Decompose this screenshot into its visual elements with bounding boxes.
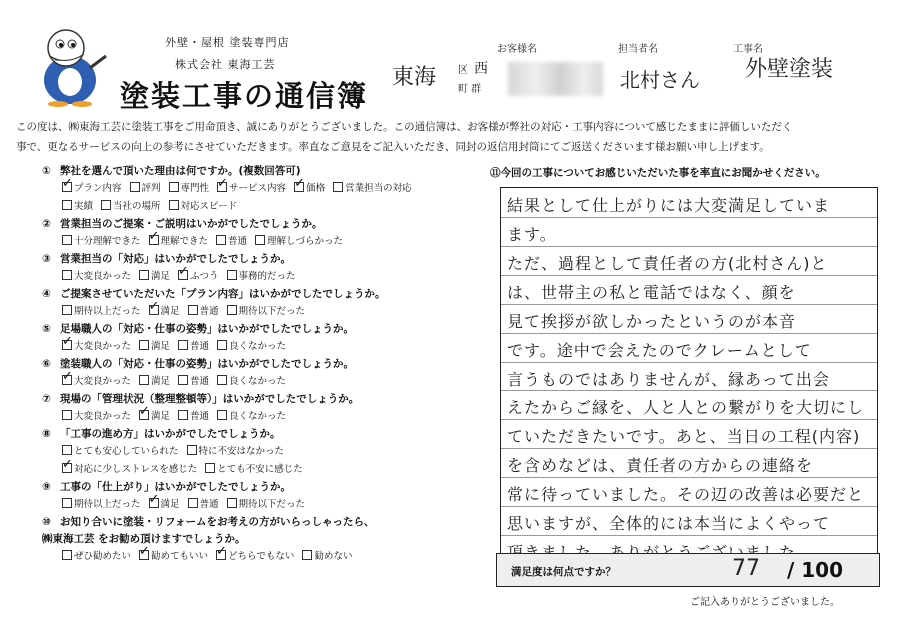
question-label: 工事の「仕上がり」はいかがでしたでしょうか。 (60, 481, 291, 493)
ruled-line (501, 362, 877, 363)
ruled-line (501, 535, 877, 536)
checkbox-icon[interactable] (227, 305, 237, 315)
option-row (42, 461, 462, 479)
option-label: 勧めてもいい (151, 551, 209, 562)
question-text (42, 391, 462, 408)
question-label: 弊社を選んで頂いた理由は何ですか。(複数回答可) (60, 165, 301, 177)
checked-checkbox-icon[interactable] (139, 550, 149, 560)
question-number: ⑤ (42, 323, 51, 335)
question-label: ご提案させていただいた「プラン内容」はいかがでしたでしょうか。 (60, 288, 386, 300)
option-item[interactable] (255, 233, 343, 251)
ruled-line (501, 333, 877, 334)
option-item[interactable] (294, 180, 325, 198)
option-item[interactable] (217, 373, 286, 391)
option-row (42, 233, 462, 251)
option-label: 事務的だった (238, 271, 296, 282)
question-item (42, 251, 462, 286)
option-label: 満足 (151, 376, 171, 387)
option-item[interactable] (216, 233, 247, 251)
option-label: 営業担当の対応 (345, 183, 412, 194)
handwritten-comment-line: は、世帯主の私と電話ではなく、顔を (507, 282, 796, 302)
question-text (42, 216, 462, 233)
option-item[interactable] (101, 198, 161, 216)
option-label: 十分理解できた (74, 236, 141, 247)
option-label: 大変良かった (74, 411, 132, 422)
option-label: プラン内容 (74, 183, 122, 194)
option-item[interactable] (62, 180, 122, 198)
option-label: 理解しづらかった (267, 236, 344, 247)
work-label: 工事名 (733, 44, 763, 55)
option-label: 普通 (190, 411, 210, 422)
question-item (42, 286, 462, 321)
option-item[interactable] (169, 180, 210, 198)
handwritten-comment-line: 結果として仕上がりには大変満足していま (507, 196, 831, 215)
option-row (42, 373, 462, 391)
question-item (42, 514, 462, 566)
checkbox-icon[interactable] (205, 463, 215, 473)
handwritten-comment-line: 見て挨拶が欲しかったというのが本音 (507, 311, 797, 331)
checkbox-icon[interactable] (62, 305, 72, 315)
question-number: ③ (42, 253, 51, 265)
checkbox-icon[interactable] (62, 410, 72, 420)
option-item[interactable] (62, 198, 93, 216)
option-label: 満足 (151, 411, 171, 422)
question-number: ⑧ (42, 428, 51, 440)
handwritten-comment-line: えたからご縁を、人と人との繋がりを大切にし (507, 398, 865, 418)
option-row (42, 338, 462, 356)
ruled-line (501, 477, 877, 478)
checkbox-icon[interactable] (217, 410, 227, 420)
thanks-text: ご記入ありがとうございました。 (690, 597, 840, 608)
checkbox-icon[interactable] (217, 340, 227, 350)
option-item[interactable] (227, 496, 306, 514)
handwritten-comment-line: 言うものではありませんが、縁あって出会 (507, 369, 830, 389)
ruled-line (501, 275, 877, 276)
option-item[interactable] (139, 548, 208, 566)
ruled-line (501, 217, 877, 218)
score-box (496, 553, 880, 587)
option-item[interactable] (178, 373, 209, 391)
checkbox-icon[interactable] (227, 498, 237, 508)
option-item[interactable] (217, 180, 286, 198)
question-label: 営業担当の「対応」はいかがでしたでしょうか。 (60, 253, 291, 265)
option-item[interactable] (139, 268, 170, 286)
question-number: ⑨ (42, 481, 51, 493)
option-item[interactable] (62, 373, 131, 391)
option-label: 満足 (151, 341, 171, 352)
checked-checkbox-icon[interactable] (139, 410, 149, 420)
option-label: 理解できた (160, 236, 209, 247)
option-item[interactable] (178, 408, 209, 426)
ruled-line (501, 246, 877, 247)
option-label: 良くなかった (229, 341, 287, 352)
option-item[interactable] (62, 408, 131, 426)
option-label: 勧めない (314, 551, 353, 562)
option-row (42, 268, 462, 286)
question-text (42, 163, 462, 180)
checked-checkbox-icon[interactable] (62, 463, 72, 473)
option-label: 対応に少しストレスを感じた (74, 464, 198, 475)
ruled-line (501, 304, 877, 305)
option-item[interactable] (178, 338, 209, 356)
handwritten-comment-line: ていただきたいです。あと、当日の工程(内容) (507, 427, 861, 447)
option-label: とても不安に感じた (217, 464, 303, 475)
option-item[interactable] (302, 548, 352, 566)
option-item[interactable] (62, 233, 141, 251)
question-number: ⑦ (42, 393, 51, 405)
option-row (42, 180, 462, 198)
checkbox-icon[interactable] (216, 235, 226, 245)
option-label: 普通 (228, 236, 248, 247)
checked-checkbox-icon[interactable] (62, 340, 72, 350)
option-label: 大変良かった (74, 271, 132, 282)
option-label: 大変良かった (74, 341, 132, 352)
checkbox-icon[interactable] (139, 340, 149, 350)
option-label: とても安心していられた (74, 446, 179, 457)
question-text (42, 479, 462, 496)
checkbox-icon[interactable] (227, 270, 237, 280)
checkbox-icon[interactable] (62, 550, 72, 560)
option-label: 満足 (160, 499, 180, 510)
question-item (42, 163, 462, 216)
checkbox-icon[interactable] (130, 182, 140, 192)
page-title: 塗装工事の通信簿 (120, 79, 369, 113)
question-text (42, 514, 462, 531)
option-label: 期待以下だった (238, 306, 306, 317)
option-label: 実績 (74, 201, 94, 212)
option-item[interactable] (62, 303, 141, 321)
question-label: 「工事の進め方」はいかがでしたでしょうか。 (60, 428, 281, 440)
checkbox-icon[interactable] (178, 340, 188, 350)
question-number: ⑥ (42, 358, 51, 370)
option-item[interactable] (130, 180, 161, 198)
area-mark: 西 (474, 61, 488, 77)
ruled-line (501, 419, 877, 420)
option-item[interactable] (149, 233, 209, 251)
checkbox-icon[interactable] (169, 182, 179, 192)
handwritten-comment-line: 思いますが、全体的には本当によくやって (507, 514, 831, 534)
checkbox-icon[interactable] (255, 235, 265, 245)
handwritten-comment-line: ただ、過程として責任者の方(北村さん)と (507, 253, 828, 273)
option-item[interactable] (227, 268, 296, 286)
option-label: 当社の場所 (113, 201, 161, 212)
bird-mascot-icon (30, 20, 110, 108)
option-item[interactable] (62, 443, 179, 461)
customer-name-redacted (508, 62, 603, 96)
checked-checkbox-icon[interactable] (149, 235, 159, 245)
option-item[interactable] (188, 303, 219, 321)
question-number: ② (42, 218, 51, 230)
option-item[interactable] (227, 303, 306, 321)
option-item[interactable] (205, 461, 303, 479)
option-label: ふつう (190, 271, 219, 282)
comment-question: ⑪今回の工事についてお感じいただいた事を率直にお聞かせください。 (490, 167, 826, 179)
option-label: どちらでもない (228, 551, 295, 562)
question-text (42, 426, 462, 443)
cho-label: 町 群 (458, 84, 482, 95)
checkbox-icon[interactable] (217, 375, 227, 385)
option-label: 満足 (160, 306, 180, 317)
company-name: 株式会社 東海工芸 (175, 58, 276, 71)
option-item[interactable] (62, 461, 197, 479)
question-item (42, 426, 462, 479)
checked-checkbox-icon[interactable] (149, 498, 159, 508)
ruled-line (501, 390, 877, 391)
option-item[interactable] (62, 338, 131, 356)
question-number: ④ (42, 288, 51, 300)
question-label: 塗装職人の「対応・仕事の姿勢」はいかがでしたでしょうか。 (60, 358, 354, 370)
question-item (42, 216, 462, 251)
question-label-continued: ㈱東海工芸 をお勧め頂けますでしょうか。 (42, 533, 246, 545)
question-label: お知り合いに塗装・リフォームをお考えの方がいらっしゃったら、 (60, 516, 375, 528)
option-item[interactable] (62, 268, 131, 286)
option-item[interactable] (217, 338, 286, 356)
checked-checkbox-icon[interactable] (178, 270, 188, 280)
handwritten-comment-line: ます。 (507, 224, 557, 244)
question-text (42, 356, 462, 373)
checked-checkbox-icon[interactable] (216, 550, 226, 560)
option-item[interactable] (149, 303, 180, 321)
option-item[interactable] (217, 408, 286, 426)
comment-section (490, 165, 890, 534)
checkbox-icon[interactable] (62, 445, 72, 455)
question-item (42, 391, 462, 426)
checked-checkbox-icon[interactable] (294, 182, 304, 192)
checked-checkbox-icon[interactable] (217, 182, 227, 192)
question-label: 現場の「管理状況（整理整頓等）」はいかがでしたでしょうか。 (60, 393, 360, 405)
option-item[interactable] (178, 268, 219, 286)
question-item (42, 479, 462, 514)
form-header (0, 0, 900, 118)
option-item[interactable] (333, 180, 412, 198)
score-max: / 100 (787, 558, 844, 582)
option-label: 普通 (199, 306, 219, 317)
option-item[interactable] (62, 548, 131, 566)
option-row (42, 198, 462, 216)
checked-checkbox-icon[interactable] (62, 182, 72, 192)
checkbox-icon[interactable] (139, 270, 149, 280)
option-row (42, 408, 462, 426)
option-item[interactable] (187, 443, 285, 461)
checkbox-icon[interactable] (62, 200, 72, 210)
shop-tagline: 外壁・屋根 塗装専門店 (165, 36, 290, 49)
option-item[interactable] (169, 198, 238, 216)
option-label: 価格 (306, 183, 326, 194)
question-text (42, 286, 462, 303)
branch-handwriting: 東海 (392, 65, 437, 90)
checkbox-icon[interactable] (188, 498, 198, 508)
option-row (42, 496, 462, 514)
option-label: 対応スピード (180, 201, 238, 212)
question-text (42, 321, 462, 338)
option-item[interactable] (216, 548, 294, 566)
option-label: 普通 (190, 341, 210, 352)
checked-checkbox-icon[interactable] (62, 375, 72, 385)
questionnaire (42, 163, 462, 566)
checkbox-icon[interactable] (188, 305, 198, 315)
option-label: ぜひ勧めたい (74, 551, 132, 562)
checkbox-icon[interactable] (302, 550, 312, 560)
option-label: サービス内容 (229, 183, 287, 194)
checkbox-icon[interactable] (139, 375, 149, 385)
option-item[interactable] (149, 496, 180, 514)
work-name: 外壁塗装 (745, 57, 834, 82)
option-label: 専門性 (180, 183, 210, 194)
question-label: 営業担当のご提案・ご説明はいかがでしたでしょうか。 (60, 218, 323, 230)
option-label: 普通 (199, 499, 219, 510)
checkbox-icon[interactable] (178, 375, 188, 385)
score-question: 満足度は何点ですか？ (511, 566, 616, 578)
staff-label: 担当者名 (618, 44, 658, 55)
option-label: 良くなかった (229, 376, 287, 387)
option-item[interactable] (139, 338, 170, 356)
option-item[interactable] (62, 496, 141, 514)
question-item (42, 356, 462, 391)
question-text (42, 251, 462, 268)
customer-label: お客様名 (497, 44, 537, 55)
checked-checkbox-icon[interactable] (149, 305, 159, 315)
checkbox-icon[interactable] (169, 200, 179, 210)
option-label: 評判 (141, 183, 161, 194)
option-row (42, 303, 462, 321)
checkbox-icon[interactable] (62, 270, 72, 280)
handwritten-comment-line: です。途中で会えたのでクレームとして (507, 340, 812, 360)
ruled-line (501, 506, 877, 507)
question-item (42, 321, 462, 356)
checkbox-icon[interactable] (101, 200, 111, 210)
option-label: 大変良かった (74, 376, 132, 387)
option-label: 期待以上だった (74, 499, 141, 510)
option-row (42, 443, 462, 461)
option-label: 良くなかった (229, 411, 287, 422)
comment-box (500, 187, 878, 565)
question-label: 足場職人の「対応・仕事の姿勢」はいかがでしたでしょうか。 (60, 323, 354, 335)
option-item[interactable] (188, 496, 219, 514)
checkbox-icon[interactable] (187, 445, 197, 455)
option-label: 期待以下だった (238, 499, 306, 510)
option-label: 普通 (190, 376, 210, 387)
checkbox-icon[interactable] (178, 410, 188, 420)
intro-line: 事で、更なるサービスの向上の参考にさせていただきます。率直なご意見をご記入いただき、同封の返信用封筒にてご返送くださいます様お願い申し上げます。 (16, 141, 770, 153)
checkbox-icon[interactable] (62, 498, 72, 508)
ruled-line (501, 448, 877, 449)
option-label: 期待以上だった (74, 306, 141, 317)
staff-name: 北村さん (620, 68, 700, 92)
handwritten-comment-line: を含めなどは、責任者の方からの連絡を (507, 456, 814, 476)
handwritten-comment-line: 常に待っていました。その辺の改善は必要だと (507, 485, 865, 505)
option-row (42, 548, 462, 566)
option-label: 満足 (151, 271, 171, 282)
intro-line: この度は、㈱東海工芸に塗装工事をご用命頂き、誠にありがとうございました。この通信簿は、お客様が弊社の対応・工事内容について感じたままに評価しいただく (16, 121, 793, 133)
option-label: 特に不安はなかった (198, 446, 285, 457)
score-value: 77 (732, 556, 760, 581)
question-number: ⑩ (42, 516, 51, 528)
checkbox-icon[interactable] (62, 235, 72, 245)
option-item[interactable] (139, 373, 170, 391)
option-item[interactable] (139, 408, 170, 426)
question-number: ① (42, 165, 51, 177)
checkbox-icon[interactable] (333, 182, 343, 192)
intro-text (16, 117, 886, 157)
ku-label: 区 (458, 65, 468, 76)
